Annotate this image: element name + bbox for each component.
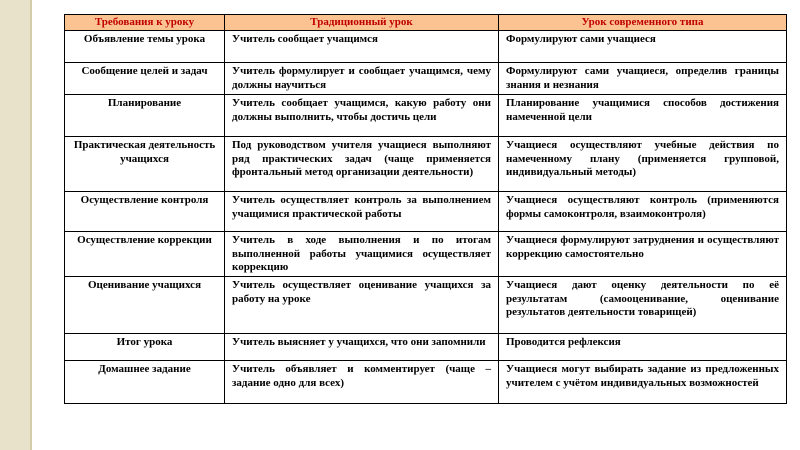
table-row [65,277,787,334]
traditional-cell: Под руководством учителя учащиеся выполняют ряд практических задач (чаще применяется фронтальный метод организации деятельности) [225,137,499,192]
traditional-cell: Учитель сообщает учащимся [225,31,499,63]
table-row [65,95,787,137]
row-label-cell: Практическая деятельность учащихся [65,137,225,192]
table-row [65,63,787,95]
modern-cell: Учащиеся дают оценку деятельности по её результатам (самооценивание, оценивание результатов деятельности товарищей) [499,277,787,334]
table-row [65,192,787,232]
header-row [65,15,787,31]
table-row [65,232,787,277]
comparison-table [64,14,787,404]
traditional-cell: Учитель формулирует и сообщает учащимся, чему должны научиться [225,63,499,95]
modern-cell: Проводится рефлексия [499,334,787,361]
header-modern: Урок современного типа [499,15,787,31]
modern-cell: Формулируют сами учащиеся [499,31,787,63]
row-label-cell: Сообщение целей и задач [65,63,225,95]
modern-cell: Учащиеся формулируют затруднения и осуществляют коррекцию самостоятельно [499,232,787,277]
modern-cell: Учащиеся могут выбирать задание из предложенных учителем с учётом индивидуальных возможностей [499,361,787,404]
traditional-cell: Учитель осуществляет контроль за выполнением учащимися практической работы [225,192,499,232]
row-label-cell: Объявление темы урока [65,31,225,63]
modern-cell: Формулируют сами учащиеся, определив границы знания и незнания [499,63,787,95]
modern-cell: Планирование учащимися способов достижения намеченной цели [499,95,787,137]
row-label-cell: Оценивание учащихся [65,277,225,334]
row-label-cell: Итог урока [65,334,225,361]
table-row [65,31,787,63]
row-label-cell: Осуществление контроля [65,192,225,232]
header-requirements: Требования к уроку [65,15,225,31]
table-row [65,361,787,404]
modern-cell: Учащиеся осуществляют учебные действия по намеченному плану (применяется групповой, индивидуальный методы) [499,137,787,192]
modern-cell: Учащиеся осуществляют контроль (применяются формы самоконтроля, взаимоконтроля) [499,192,787,232]
traditional-cell: Учитель в ходе выполнения и по итогам выполненной работы учащимися осуществляет коррекцию [225,232,499,277]
row-label-cell: Домашнее задание [65,361,225,404]
traditional-cell: Учитель осуществляет оценивание учащихся за работу на уроке [225,277,499,334]
traditional-cell: Учитель выясняет у учащихся, что они запомнили [225,334,499,361]
header-traditional: Традиционный урок [225,15,499,31]
row-label-cell: Планирование [65,95,225,137]
traditional-cell: Учитель объявляет и комментирует (чаще – задание одно для всех) [225,361,499,404]
table-row [65,137,787,192]
row-label-cell: Осуществление коррекции [65,232,225,277]
left-margin-strip [0,0,32,450]
table-row [65,334,787,361]
traditional-cell: Учитель сообщает учащимся, какую работу они должны выполнить, чтобы достичь цели [225,95,499,137]
